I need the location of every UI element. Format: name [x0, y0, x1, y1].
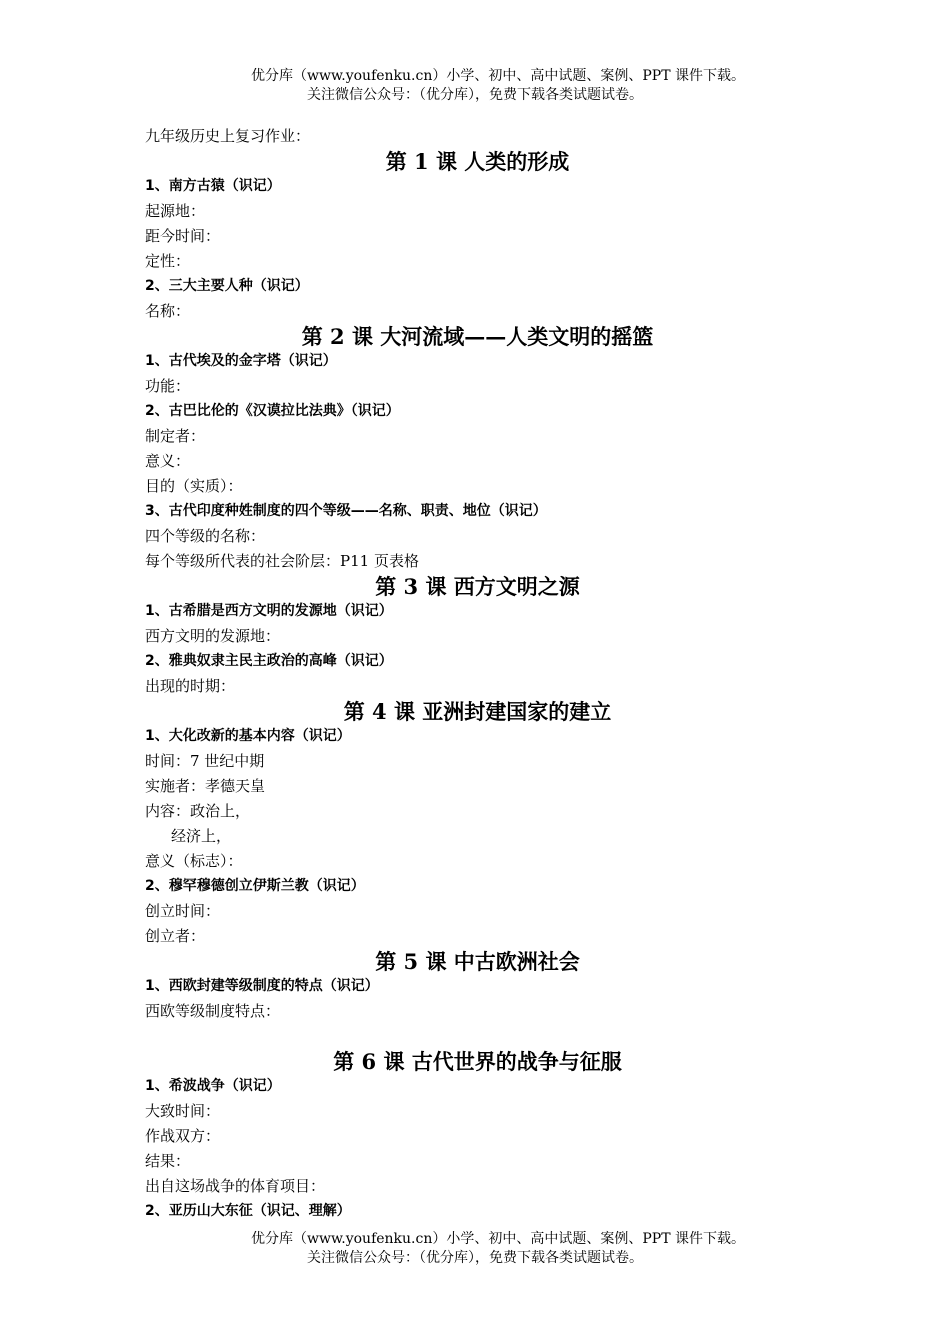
field-line: 名称： [145, 302, 191, 320]
field-line: 起源地： [145, 202, 206, 220]
lesson-1-title: 第 1 课 人类的形成 [385, 149, 570, 174]
field-line: 定性： [145, 252, 191, 270]
lesson-5-title: 第 5 课 中古欧洲社会 [375, 949, 580, 974]
field-line: 西欧等级制度特点： [145, 1002, 281, 1020]
section-heading: 1、古希腊是西方文明的发源地（识记） [145, 603, 393, 619]
header-line-1: 优分库（www.youfenku.cn）小学、初中、高中试题、案例、PPT 课件下载。 [250, 68, 745, 84]
field-line: 大致时间： [145, 1102, 221, 1120]
lesson-3-title: 第 3 课 西方文明之源 [375, 574, 580, 599]
field-line: 距今时间： [145, 227, 221, 245]
field-line: 内容：政治上， [145, 802, 251, 820]
page-header [0, 67, 950, 105]
section-heading: 2、雅典奴隶主民主政治的高峰（识记） [145, 653, 393, 669]
field-line: 经济上， [171, 827, 232, 845]
field-line: 功能： [145, 377, 191, 395]
lesson-2-title: 第 2 课 大河流域——人类文明的摇篮 [301, 324, 654, 349]
section-heading: 2、三大主要人种（识记） [145, 278, 309, 294]
field-line: 创立者： [145, 927, 206, 945]
field-line: 意义（标志）： [145, 852, 243, 870]
section-heading: 2、亚历山大东征（识记、理解） [145, 1203, 351, 1219]
field-line: 实施者：孝德天皇 [145, 777, 266, 795]
section-heading: 1、古代埃及的金字塔（识记） [145, 353, 337, 369]
section-heading: 1、大化改新的基本内容（识记） [145, 728, 351, 744]
section-heading: 2、穆罕穆德创立伊斯兰教（识记） [145, 878, 365, 894]
intro-text: 九年级历史上复习作业： [145, 127, 311, 145]
field-line: 目的（实质）： [145, 477, 243, 495]
header-line-2: 关注微信公众号：（优分库），免费下载各类试题试卷。 [307, 87, 643, 103]
field-line: 创立时间： [145, 902, 221, 920]
page-footer [0, 1230, 950, 1268]
section-heading: 1、希波战争（识记） [145, 1078, 281, 1094]
field-line: 出自这场战争的体育项目： [145, 1177, 326, 1195]
section-heading: 1、南方古猿（识记） [145, 178, 281, 194]
field-line: 每个等级所代表的社会阶层：P11 页表格 [145, 552, 419, 570]
lesson-6-title: 第 6 课 古代世界的战争与征服 [333, 1049, 622, 1074]
field-line: 结果： [145, 1152, 191, 1170]
section-heading: 2、古巴比伦的《汉谟拉比法典》（识记） [145, 403, 400, 419]
document-body [145, 124, 810, 1224]
footer-line-2: 关注微信公众号：（优分库），免费下载各类试题试卷。 [307, 1250, 643, 1266]
section-heading: 1、西欧封建等级制度的特点（识记） [145, 978, 379, 994]
section-heading: 3、古代印度种姓制度的四个等级——名称、职责、地位（识记） [145, 503, 547, 519]
blank-spacer [145, 1024, 810, 1049]
field-line: 意义： [145, 452, 191, 470]
footer-line-1: 优分库（www.youfenku.cn）小学、初中、高中试题、案例、PPT 课件下载。 [250, 1231, 745, 1247]
field-line: 四个等级的名称： [145, 527, 266, 545]
field-line: 制定者： [145, 427, 206, 445]
field-line: 时间：7 世纪中期 [145, 752, 265, 770]
lesson-4-title: 第 4 课 亚洲封建国家的建立 [343, 699, 612, 724]
field-line: 西方文明的发源地： [145, 627, 281, 645]
field-line: 出现的时期： [145, 677, 236, 695]
field-line: 作战双方： [145, 1127, 221, 1145]
